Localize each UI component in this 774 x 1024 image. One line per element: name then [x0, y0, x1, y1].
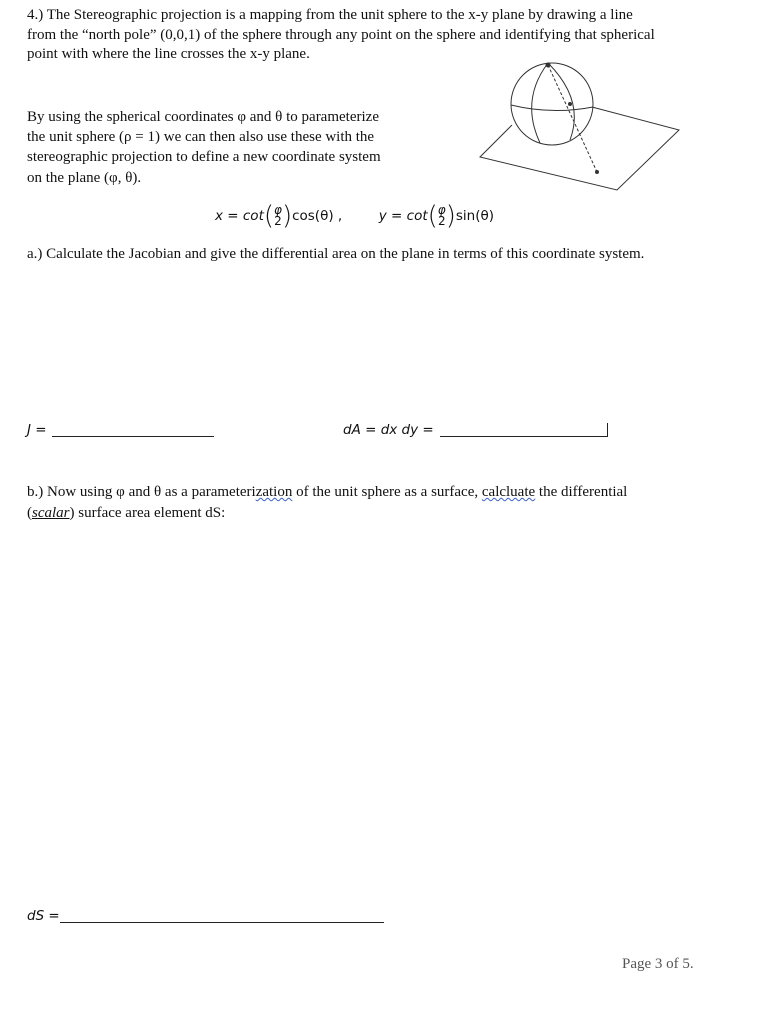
ds-label: dS =: [27, 908, 60, 924]
param-line-3: stereographic projection to define a new coordinate system: [27, 149, 381, 165]
y-equation-lhs: y = cot: [378, 208, 428, 224]
projection-line: [548, 65, 597, 172]
part-b-text-4: ) surface area element dS:: [69, 505, 226, 521]
sphere-equator: [511, 105, 593, 111]
part-b-line-2: [27, 503, 225, 523]
intro-line-1: 4.) The Stereographic projection is a mapping from the unit sphere to the x-y plane by drawing a line: [27, 7, 633, 23]
fraction-2: [438, 205, 446, 227]
frac-num-2: φ: [437, 203, 446, 217]
da-label: dA = dx dy =: [343, 422, 434, 438]
stereographic-projection-figure: [0, 0, 774, 210]
jacobian-answer-line[interactable]: [52, 436, 214, 437]
spelling-flag-1: zation: [255, 484, 293, 500]
text-cursor: [607, 423, 608, 437]
north-pole-point: [546, 63, 550, 67]
part-b-line-1: [27, 482, 627, 502]
plane-outline: [480, 107, 679, 190]
sphere-outline: [511, 63, 593, 145]
coordinate-equation: x = cot(φ 2)cos(θ) , y = cot(φ 2)sin(θ): [215, 201, 495, 231]
sphere-meridian-1: [532, 63, 548, 143]
sphere-point: [569, 103, 572, 106]
param-line-1: By using the spherical coordinates φ and θ to parameterize: [27, 109, 379, 125]
part-b-text-1: b.) Now using φ and θ as a parameteri: [27, 484, 256, 500]
part-b-text-2: of the unit sphere as a surface,: [292, 484, 482, 500]
param-line-2: the unit sphere (ρ = 1) we can then also use these with the: [27, 129, 375, 145]
frac-den: 2: [274, 214, 282, 228]
x-equation-lhs: x = cot: [215, 208, 264, 224]
projected-point: [596, 171, 599, 174]
page-footer: Page 3 of 5.: [622, 956, 694, 972]
intro-line-2: from the “north pole” (0,0,1) of the sphere through any point on the sphere and identifying that spherical: [27, 27, 655, 43]
spelling-flag-2: calcluate: [481, 484, 536, 500]
y-equation-rhs: sin(θ): [455, 208, 495, 224]
param-line-4: on the plane (φ, θ).: [27, 170, 142, 186]
intro-line-3: point with where the line crosses the x-y plane.: [27, 46, 310, 62]
jacobian-label: J =: [27, 422, 47, 438]
frac-num: φ: [274, 203, 282, 217]
fraction: [274, 205, 282, 227]
paren-open: (: [27, 505, 32, 521]
scalar-word: scalar: [32, 505, 70, 521]
part-a-prompt: a.) Calculate the Jacobian and give the differential area on the plane in terms of this coordinate system.: [27, 246, 645, 262]
da-answer-line[interactable]: [440, 436, 608, 437]
ds-answer-line[interactable]: [60, 922, 384, 923]
x-equation-rhs: cos(θ) ,: [292, 208, 343, 224]
frac-den-2: 2: [437, 214, 446, 228]
part-b-text-3: the differential: [535, 484, 628, 500]
